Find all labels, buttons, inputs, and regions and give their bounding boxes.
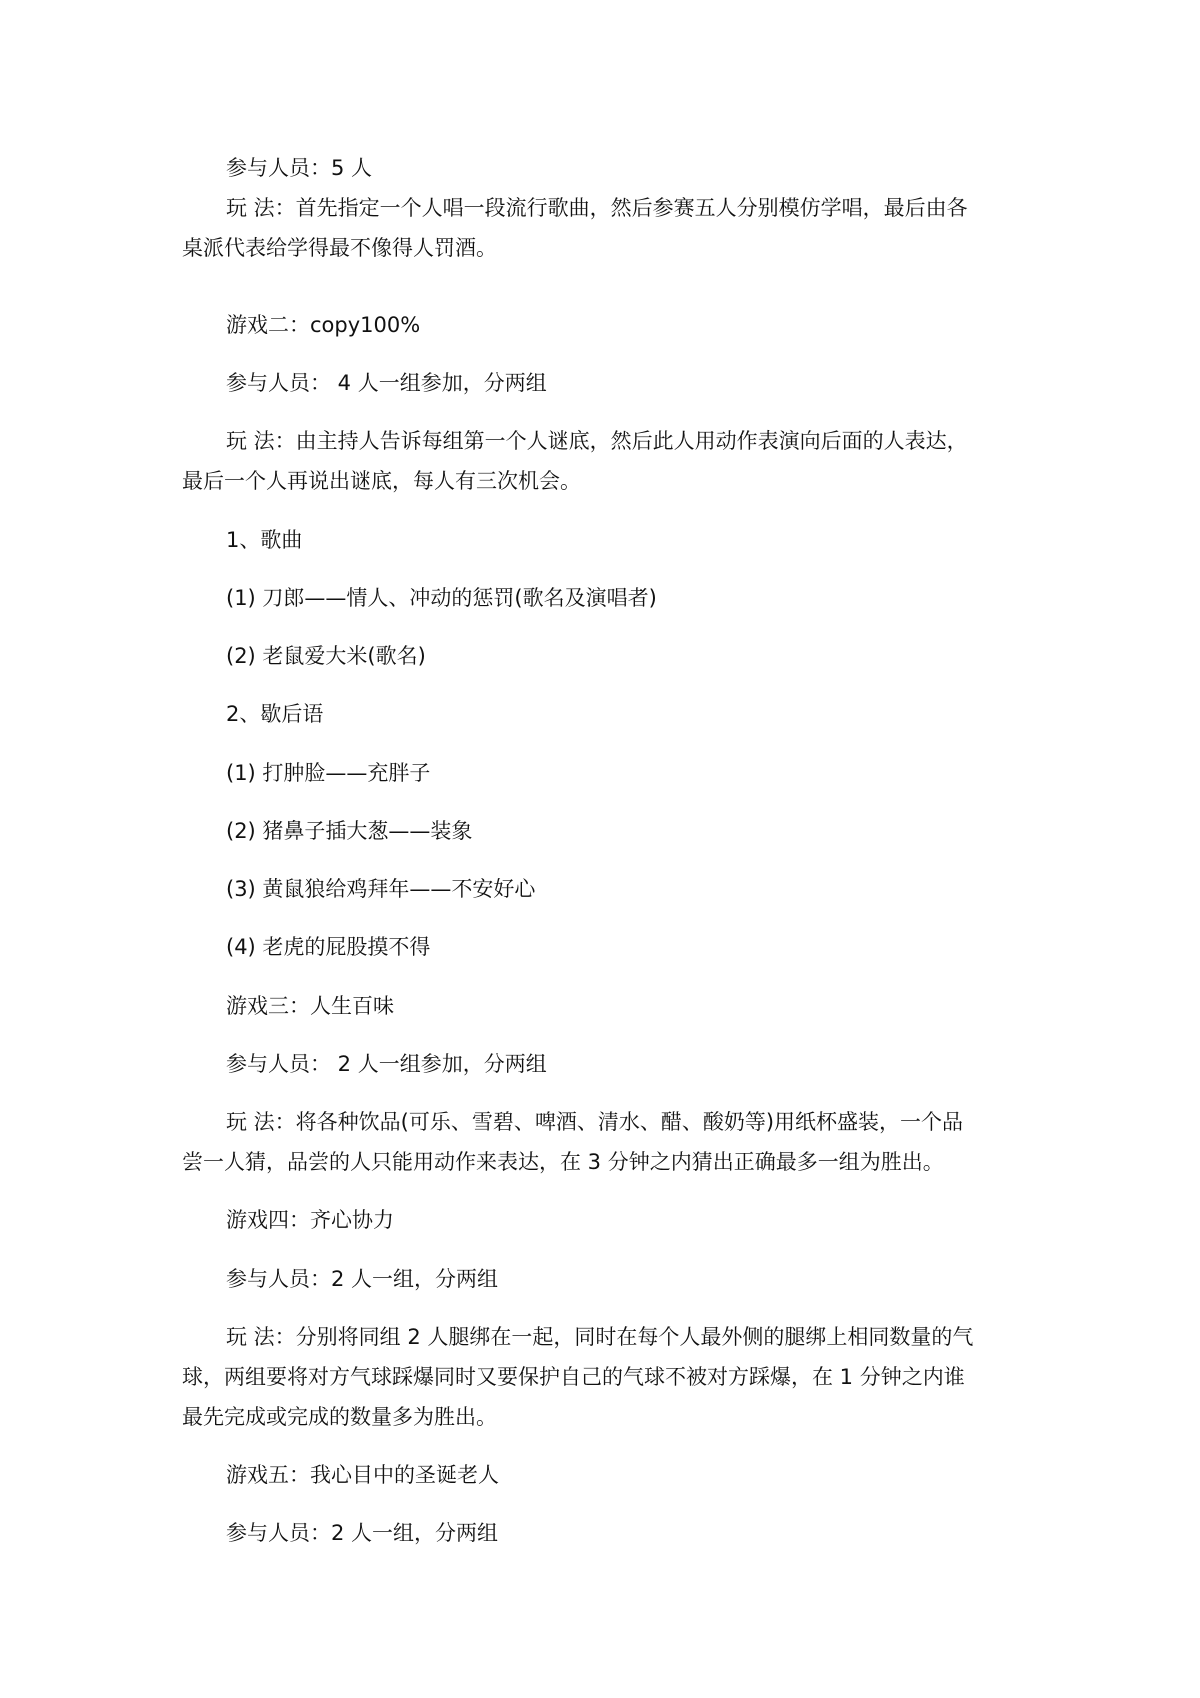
paragraph <box>182 188 1022 268</box>
text-line: (2) 猪鼻子插大葱——装象 <box>226 819 473 843</box>
text-line: 桌派代表给学得最不像得人罚酒。 <box>182 236 497 260</box>
text-line: 玩 法：将各种饮品(可乐、雪碧、啤酒、清水、醋、酸奶等)用纸杯盛装，一个品 <box>226 1110 964 1134</box>
paragraph <box>182 305 1022 345</box>
paragraph <box>182 694 1022 734</box>
text-line: 2、歇后语 <box>226 702 324 726</box>
paragraph <box>182 578 1022 618</box>
paragraph <box>182 421 1022 501</box>
text-line: 最后一个人再说出谜底，每人有三次机会。 <box>182 469 581 493</box>
text-line: 参与人员： 2 人一组参加，分两组 <box>226 1052 547 1076</box>
paragraph <box>182 636 1022 676</box>
text-line: 参与人员：2 人一组，分两组 <box>226 1267 499 1291</box>
paragraph <box>182 753 1022 793</box>
text-line: 1、歌曲 <box>226 528 303 552</box>
text-line: 游戏三：人生百味 <box>226 994 394 1018</box>
paragraph <box>182 148 1022 188</box>
paragraph <box>182 869 1022 909</box>
text-line: (2) 老鼠爱大米(歌名) <box>226 644 426 668</box>
paragraph <box>182 1317 1022 1437</box>
text-line: 球，两组要将对方气球踩爆同时又要保护自己的气球不被对方踩爆，在 1 分钟之内谁 <box>182 1365 965 1389</box>
text-line: 参与人员：2 人一组，分两组 <box>226 1521 499 1545</box>
text-line: 参与人员：5 人 <box>226 156 373 180</box>
paragraph <box>182 1200 1022 1240</box>
paragraph <box>182 1259 1022 1299</box>
text-line: 尝一人猜，品尝的人只能用动作来表达，在 3 分钟之内猜出正确最多一组为胜出。 <box>182 1150 944 1174</box>
text-line: 最先完成或完成的数量多为胜出。 <box>182 1405 497 1429</box>
text-line: (1) 刀郎——情人、冲动的惩罚(歌名及演唱者) <box>226 586 657 610</box>
paragraph <box>182 1455 1022 1495</box>
paragraph <box>182 363 1022 403</box>
text-line: 参与人员： 4 人一组参加，分两组 <box>226 371 547 395</box>
text-line: 玩 法：由主持人告诉每组第一个人谜底，然后此人用动作表演向后面的人表达， <box>226 429 968 453</box>
paragraph <box>182 1513 1022 1553</box>
paragraph <box>182 986 1022 1026</box>
text-line: 玩 法：分别将同组 2 人腿绑在一起，同时在每个人最外侧的腿绑上相同数量的气 <box>226 1325 974 1349</box>
text-line: 游戏五：我心目中的圣诞老人 <box>226 1463 499 1487</box>
text-line: (3) 黄鼠狼给鸡拜年——不安好心 <box>226 877 536 901</box>
text-line: 玩 法：首先指定一个人唱一段流行歌曲，然后参赛五人分别模仿学唱，最后由各 <box>226 196 968 220</box>
paragraph <box>182 520 1022 560</box>
paragraph <box>182 1044 1022 1084</box>
paragraph <box>182 927 1022 967</box>
text-line: 游戏四：齐心协力 <box>226 1208 394 1232</box>
paragraph <box>182 811 1022 851</box>
text-line: (4) 老虎的屁股摸不得 <box>226 935 431 959</box>
text-line: (1) 打肿脸——充胖子 <box>226 761 431 785</box>
paragraph <box>182 1102 1022 1182</box>
text-line: 游戏二：copy100% <box>226 313 421 337</box>
